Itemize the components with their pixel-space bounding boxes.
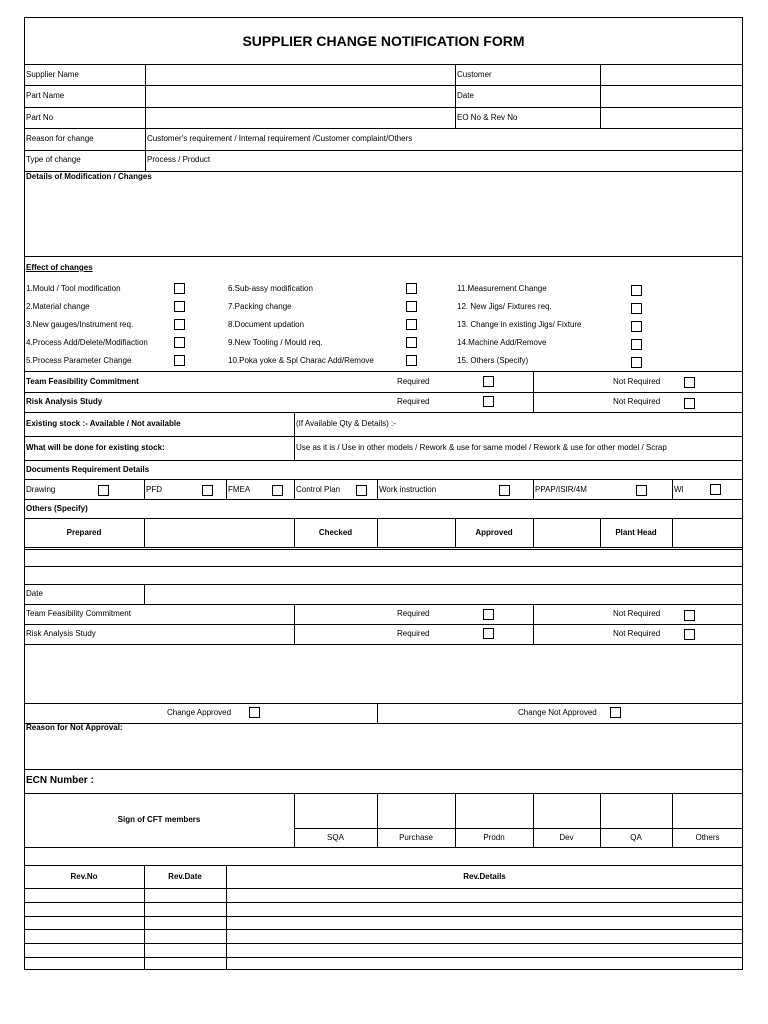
effect-item: 2.Material change (26, 302, 90, 311)
not-required-label: Not Required (613, 629, 661, 638)
eo-no-field[interactable] (601, 108, 742, 128)
rev-details-header: Rev.Details (463, 872, 506, 881)
doc-pfd-checkbox[interactable] (202, 485, 213, 496)
what-done-label: What will be done for existing stock: (26, 443, 165, 452)
cft-purchase-sign-field[interactable] (378, 794, 455, 828)
part-name-label: Part Name (26, 91, 65, 100)
doc-wi-checkbox[interactable] (710, 484, 721, 495)
supplier-name-label: Supplier Name (26, 70, 79, 79)
doc-ppap-label: PPAP/ISIR/4M (535, 485, 587, 494)
divider (24, 769, 743, 770)
effect-item: 8.Document updation (228, 320, 305, 329)
divider (672, 479, 673, 499)
cft-dev-label: Dev (559, 833, 574, 842)
divider (455, 64, 456, 128)
effect-checkbox[interactable] (174, 337, 185, 348)
existing-stock-value: (If Available Qty & Details) :- (296, 419, 396, 428)
effect-item: 1.Mould / Tool modification (26, 284, 121, 293)
divider (24, 436, 743, 437)
cft-qa-label: QA (630, 833, 642, 842)
divider (24, 604, 743, 605)
not-required-label: Not Required (613, 377, 661, 386)
divider (24, 644, 743, 645)
divider (24, 566, 743, 567)
rev-no-header: Rev.No (70, 872, 98, 881)
divider (294, 479, 295, 499)
not-required-checkbox[interactable] (684, 377, 695, 388)
divider (24, 460, 743, 461)
required-label: Required (397, 377, 430, 386)
divider (24, 847, 743, 848)
prepared-sign-field[interactable] (145, 519, 294, 547)
ecn-number-label: ECN Number : (26, 775, 94, 786)
effect-checkbox[interactable] (406, 319, 417, 330)
not-required-checkbox[interactable] (684, 398, 695, 409)
effect-checkbox[interactable] (631, 339, 642, 350)
team-feasibility-label: Team Feasibility Commitment (26, 377, 139, 386)
effect-checkbox[interactable] (631, 303, 642, 314)
approved-sign-field[interactable] (534, 519, 600, 547)
effect-checkbox[interactable] (631, 357, 642, 368)
divider (24, 943, 743, 944)
effect-item: 14.Machine Add/Remove (457, 338, 547, 347)
doc-fmea-label: FMEA (228, 485, 251, 494)
effect-item: 9.New Tooling / Mould req. (228, 338, 323, 347)
effect-item: 7.Packing change (228, 302, 292, 311)
divider (24, 916, 743, 917)
cft-qa-sign-field[interactable] (601, 794, 672, 828)
risk-analysis-label-2: Risk Analysis Study (26, 629, 96, 638)
doc-work-instruction-label: Work instruction (379, 485, 437, 494)
divider (533, 371, 534, 412)
not-required-label: Not Required (613, 397, 661, 406)
team-feasibility-label-2: Team Feasibility Commitment (26, 609, 131, 618)
divider (226, 479, 227, 499)
plant-head-label: Plant Head (615, 528, 657, 537)
divider (24, 865, 743, 866)
divider (377, 479, 378, 499)
details-field[interactable] (25, 183, 742, 255)
reason-not-approval-label: Reason for Not Approval: (26, 723, 123, 732)
cft-prodn-sign-field[interactable] (456, 794, 533, 828)
rev-date-header: Rev.Date (168, 872, 202, 881)
customer-label: Customer (457, 70, 492, 79)
checked-sign-field[interactable] (378, 519, 455, 547)
divider (24, 392, 743, 393)
divider (294, 828, 743, 829)
cft-purchase-label: Purchase (399, 833, 433, 842)
sign-cft-label: Sign of CFT members (117, 815, 201, 824)
effect-checkbox[interactable] (406, 301, 417, 312)
details-label: Details of Modification / Changes (26, 172, 152, 181)
effect-item: 4.Process Add/Delete/Modifiaction (26, 338, 148, 347)
divider (294, 604, 295, 644)
effect-item: 5.Process Parameter Change (26, 356, 132, 365)
effect-item: 12. New Jigs/ Fixtures req. (457, 302, 552, 311)
date-field-2[interactable] (145, 585, 742, 604)
divider (24, 957, 743, 958)
doc-control-plan-checkbox[interactable] (356, 485, 367, 496)
effect-checkbox[interactable] (406, 283, 417, 294)
effect-checkbox[interactable] (406, 337, 417, 348)
type-value: Process / Product (147, 155, 211, 164)
divider (24, 624, 743, 625)
required-label: Required (397, 629, 430, 638)
risk-analysis-label: Risk Analysis Study (26, 397, 103, 406)
effect-checkbox[interactable] (631, 321, 642, 332)
part-name-field[interactable] (146, 86, 454, 106)
doc-wi-label: WI (674, 485, 684, 494)
divider (24, 499, 743, 500)
cft-sqa-label: SQA (327, 833, 344, 842)
change-approved-checkbox[interactable] (249, 707, 260, 718)
divider (24, 723, 743, 724)
divider (24, 128, 743, 129)
required-checkbox[interactable] (483, 609, 494, 620)
type-label: Type of change (26, 155, 81, 164)
divider (24, 479, 743, 480)
cft-sqa-sign-field[interactable] (295, 794, 377, 828)
doc-work-instruction-checkbox[interactable] (499, 485, 510, 496)
doc-drawing-label: Drawing (26, 485, 56, 494)
reason-value: Customer's requirement / Internal requirement /Customer complaint/Others (147, 134, 413, 143)
change-not-approved-label: Change Not Approved (518, 708, 597, 717)
divider (533, 479, 534, 499)
not-required-label: Not Required (613, 609, 661, 618)
part-no-field[interactable] (146, 108, 454, 128)
required-label: Required (397, 397, 430, 406)
divider (377, 703, 378, 723)
checked-label: Checked (318, 528, 353, 537)
effect-checkbox[interactable] (174, 283, 185, 294)
doc-ppap-checkbox[interactable] (636, 485, 647, 496)
effect-heading: Effect of changes (26, 263, 93, 272)
plant-head-sign-field[interactable] (673, 519, 742, 547)
date-label-2: Date (26, 589, 43, 598)
supplier-name-field[interactable] (146, 65, 454, 85)
cft-prodn-label: Prodn (483, 833, 505, 842)
divider (24, 150, 743, 151)
doc-drawing-checkbox[interactable] (98, 485, 109, 496)
date-field[interactable] (601, 86, 742, 106)
effect-item: 11.Measurement Change (457, 284, 547, 293)
effect-checkbox[interactable] (174, 319, 185, 330)
divider (24, 929, 743, 930)
divider (24, 703, 743, 704)
divider (24, 888, 743, 889)
divider (294, 412, 295, 460)
effect-checkbox[interactable] (406, 355, 417, 366)
others-specify-label: Others (Specify) (26, 504, 88, 513)
cft-dev-sign-field[interactable] (534, 794, 600, 828)
effect-item: 6.Sub-assy modification (228, 284, 313, 293)
required-checkbox[interactable] (483, 628, 494, 639)
divider (24, 412, 743, 413)
not-required-checkbox[interactable] (684, 629, 695, 640)
documents-heading: Documents Requirement Details (26, 465, 150, 474)
effect-item: 3.New gauges/Instrument req. (26, 320, 134, 329)
required-label: Required (397, 609, 430, 618)
change-approved-label: Change Approved (167, 708, 232, 717)
cft-others-sign-field[interactable] (673, 794, 742, 828)
prepared-label: Prepared (66, 528, 102, 537)
reason-label: Reason for change (26, 134, 94, 143)
doc-pfd-label: PFD (146, 485, 162, 494)
what-done-value: Use as it is / Use in other models / Rework & use for same model / Rework & use for other model / Scrap (296, 443, 667, 452)
eo-no-label: EO No & Rev No (457, 113, 518, 122)
form-title: SUPPLIER CHANGE NOTIFICATION FORM (242, 33, 525, 49)
change-not-approved-checkbox[interactable] (610, 707, 621, 718)
effect-checkbox[interactable] (174, 355, 185, 366)
not-required-checkbox[interactable] (684, 610, 695, 621)
doc-control-plan-label: Control Plan (296, 485, 341, 494)
divider (533, 604, 534, 644)
effect-item: 10.Poka yoke & Spl Charac Add/Remove (228, 356, 374, 365)
required-checkbox[interactable] (483, 376, 494, 387)
part-no-label: Part No (26, 113, 54, 122)
divider (144, 479, 145, 499)
cft-others-label: Others (695, 833, 720, 842)
effect-checkbox[interactable] (174, 301, 185, 312)
divider (24, 902, 743, 903)
date-label: Date (457, 91, 474, 100)
customer-field[interactable] (601, 65, 742, 85)
doc-fmea-checkbox[interactable] (272, 485, 283, 496)
required-checkbox[interactable] (483, 396, 494, 407)
divider (24, 547, 743, 548)
existing-stock-label: Existing stock :- Available / Not available (26, 419, 181, 428)
effect-checkbox[interactable] (631, 285, 642, 296)
divider (24, 256, 743, 257)
reason-not-approval-field[interactable] (25, 734, 742, 768)
approved-label: Approved (475, 528, 513, 537)
divider (24, 549, 743, 550)
divider (24, 371, 743, 372)
effect-item: 13. Change in existing Jigs/ Fixture (457, 320, 582, 329)
effect-item: 15. Others (Specify) (457, 356, 529, 365)
